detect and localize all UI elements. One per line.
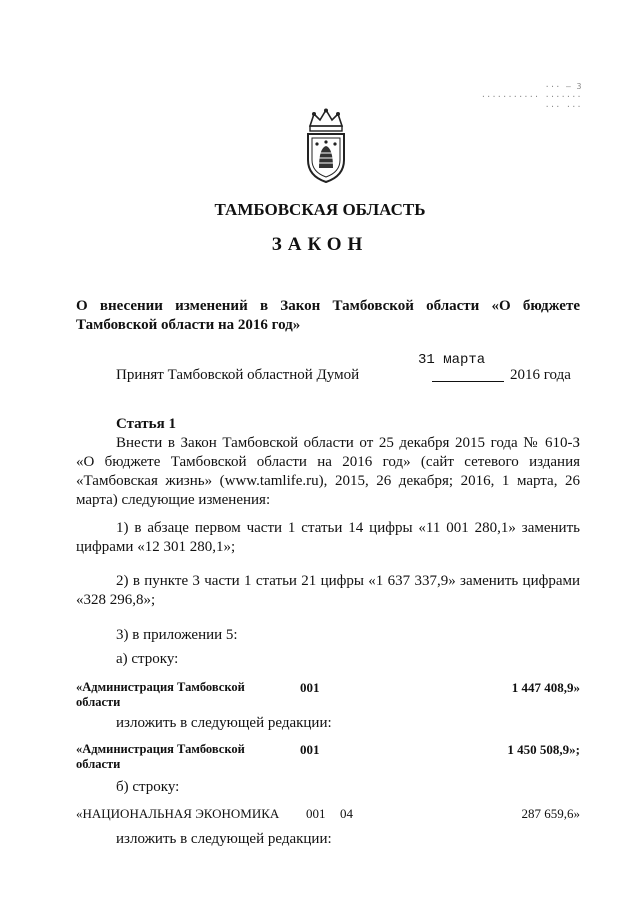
region-heading: ТАМБОВСКАЯ ОБЛАСТЬ <box>214 200 426 219</box>
replace-instruction: изложить в следующей редакции: <box>116 831 332 847</box>
coat-of-arms-emblem <box>300 108 352 184</box>
budget-row-code: 001 <box>300 680 320 695</box>
document-type-heading: ЗАКОН <box>271 234 369 255</box>
budget-row-section: 04 <box>340 806 353 821</box>
article-heading: Статья 1 <box>116 416 176 432</box>
budget-row-sum: 1 450 508,9»; <box>507 742 580 757</box>
replace-instruction: изложить в следующей редакции: <box>116 715 332 731</box>
stamp-line: ··· ··· <box>544 102 582 111</box>
sub-item-a: а) строку: <box>116 651 179 667</box>
article-intro: Внести в Закон Тамбовской области от 25 декабря 2015 года № 610-З «О бюджете Тамбовской области на 2016 год» (сайт сетевого издания «Тамбовская жизнь» (www.tamlife.ru), 2015, 26 декабря; 2016, 1 марта, 26 марта) следующие изменения: <box>76 435 580 508</box>
budget-row-name: «Администрация Тамбовской области <box>76 680 245 709</box>
date-underline <box>432 381 504 382</box>
budget-row-code: 001 <box>306 806 326 821</box>
amendment-item-1: 1) в абзаце первом части 1 статьи 14 цифры «11 001 280,1» заменить цифрами «12 301 280,1»; <box>76 520 580 555</box>
registration-stamp <box>462 82 582 112</box>
stamp-line: ··········· ······· <box>480 92 582 101</box>
amendment-item-3: 3) в приложении 5: <box>116 627 238 643</box>
budget-row-name: «НАЦИОНАЛЬНАЯ ЭКОНОМИКА <box>76 806 280 821</box>
law-title: О внесении изменений в Закон Тамбовской области «О бюджете Тамбовской области на 2016 год» <box>76 298 580 333</box>
budget-row-sum: 287 659,6» <box>521 806 580 821</box>
adoption-year: 2016 года <box>510 367 571 383</box>
budget-row-sum: 1 447 408,9» <box>511 680 580 695</box>
budget-row-code: 001 <box>300 742 320 757</box>
stamp-line: ··· — 3 <box>544 82 582 91</box>
sub-item-b: б) строку: <box>116 779 180 795</box>
budget-row-name: «Администрация Тамбовской области <box>76 742 245 771</box>
adoption-text: Принят Тамбовской областной Думой <box>116 367 360 383</box>
adoption-date: 31 марта <box>418 352 486 368</box>
amendment-item-2: 2) в пункте 3 части 1 статьи 21 цифры «1 637 337,9» заменить цифрами «328 296,8»; <box>76 573 580 608</box>
